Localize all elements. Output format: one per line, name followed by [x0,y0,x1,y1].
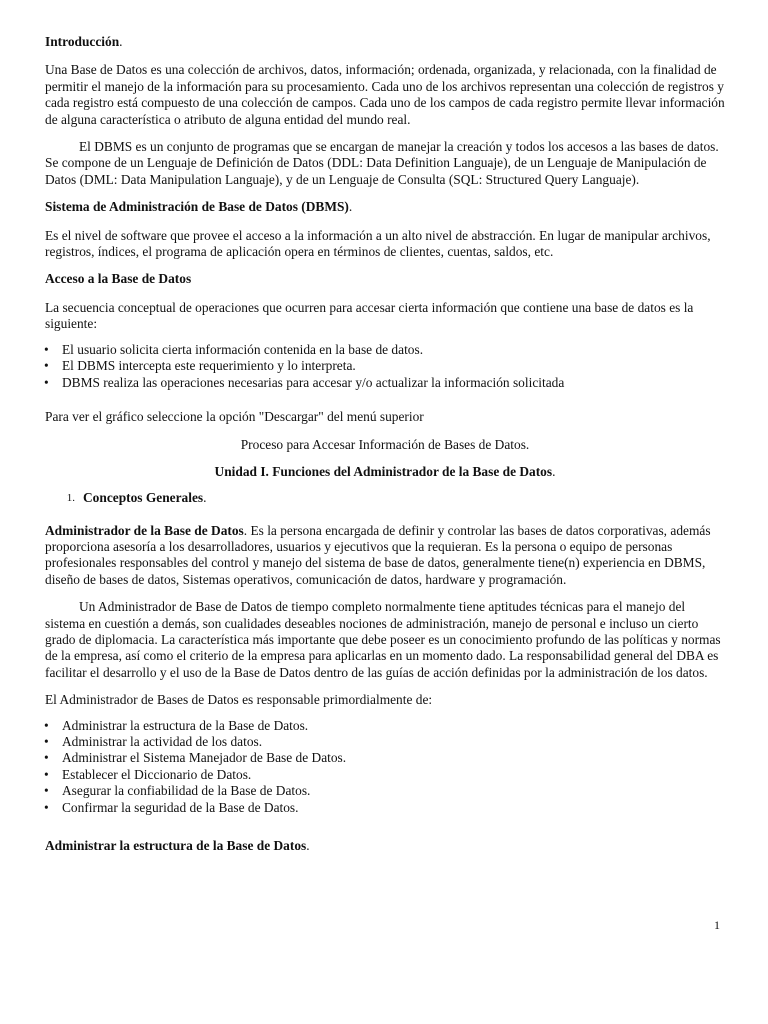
heading-estructura: Administrar la estructura de la Base de Datos. [45,838,310,854]
admin-term: Administrador de la Base de Datos [45,522,244,538]
list-item: • Administrar la estructura de la Base de Datos. [45,718,725,734]
list-item: • Establecer el Diccionario de Datos. [45,767,725,783]
heading-introduccion: Introducción. [45,34,123,49]
admin-paragraph-3: El Administrador de Bases de Datos es responsable primordialmente de: [45,692,433,708]
acceso-paragraph: La secuencia conceptual de operaciones que ocurren para accesar cierta información que contiene una base de datos es la siguiente: [45,299,694,332]
list-item: • Asegurar la confiabilidad de la Base de Datos. [45,783,725,799]
admin-paragraph-1: Administrador de la Base de Datos. Es la persona encargada de definir y controlar las bases de datos corporativas, además proporciona asesoría a los desarrolladores, usuarios y ejecutivos que la requieran. Es la persona o equipo de personas profesionales responsables del control y manejo del sistema de base de datos, generalmente tiene(n) experiencia en DBMS, diseño de bases de datos, Sistemas operativos, comunicación de datos, hardware y programación. [45,522,711,587]
acceso-steps-list [45,342,725,391]
section-title: Conceptos Generales. [83,490,207,506]
dbms-paragraph: Es el nivel de software que provee el acceso a la información a un alto nivel de abstracción. En lugar de manipular archivos, registros, índices, el programa de aplicación opera en términos de clientes, cuentas, saldos, etc. [45,227,711,260]
heading-acceso: Acceso a la Base de Datos [45,271,192,287]
list-number: 1. [66,492,75,505]
admin-paragraph-2: Un Administrador de Base de Datos de tiempo completo normalmente tiene aptitudes técnicas para el manejo del sistema en cuestión a demás, son cualidades deseables nociones de administración, manejo de personal e incluso un cierto grado de diplomacia. La característica más importante que debe poseer es un conocimiento profundo de las políticas y normas de la empresa, así como el criterio de la empresa para aplicarlas en un momento dado. La responsabilidad general del DBA es facilitar el desarrollo y el uso de la Base de Datos dentro de las guías de acción definidas por la administración de los datos. [45,599,721,680]
list-item: • Administrar la actividad de los datos. [45,734,725,750]
admin-responsibilities-list [45,718,725,816]
page-number: 1 [714,918,720,932]
list-item: • El usuario solicita cierta información contenida en la base de datos. [45,342,725,358]
document-page [45,34,725,866]
intro-paragraph-2: El DBMS es un conjunto de programas que se encargan de manejar la creación y todos los accesos a las bases de datos. Se compone de un Lenguaje de Definición de Datos (DDL: Data Definition Languaje), de un Lenguaje de Manipulación de Datos (DML: Data Manipulation Languaje), y de un Lenguaje de Consulta (SQL: Structured Query Languaje). [45,139,719,187]
heading-dbms: Sistema de Administración de Base de Datos (DBMS). [45,199,353,215]
download-note: Para ver el gráfico seleccione la opción "Descargar" del menú superior [45,408,424,424]
list-item: • El DBMS intercepta este requerimiento y lo interpreta. [45,358,725,374]
figure-caption: Proceso para Accesar Información de Bases de Datos. [240,437,530,453]
numbered-heading-conceptos [45,490,725,506]
intro-paragraph-1: Una Base de Datos es una colección de archivos, datos, información; ordenada, organizada, y relacionada, con la finalidad de permitir el manejo de la información para su procesamiento. Cada uno de los archivos representan una colección de registros y cada registro está compuesto de una colección de campos. Cada uno de los campos de cada registro permite llevar información de alguna característica o atributo de alguna entidad del mundo real. [45,62,725,127]
list-item: • Administrar el Sistema Manejador de Base de Datos. [45,750,725,766]
heading-unidad: Unidad I. Funciones del Administrador de la Base de Datos. [214,463,556,479]
list-item: • Confirmar la seguridad de la Base de Datos. [45,800,725,816]
list-item: • DBMS realiza las operaciones necesarias para accesar y/o actualizar la información solicitada [45,375,725,391]
